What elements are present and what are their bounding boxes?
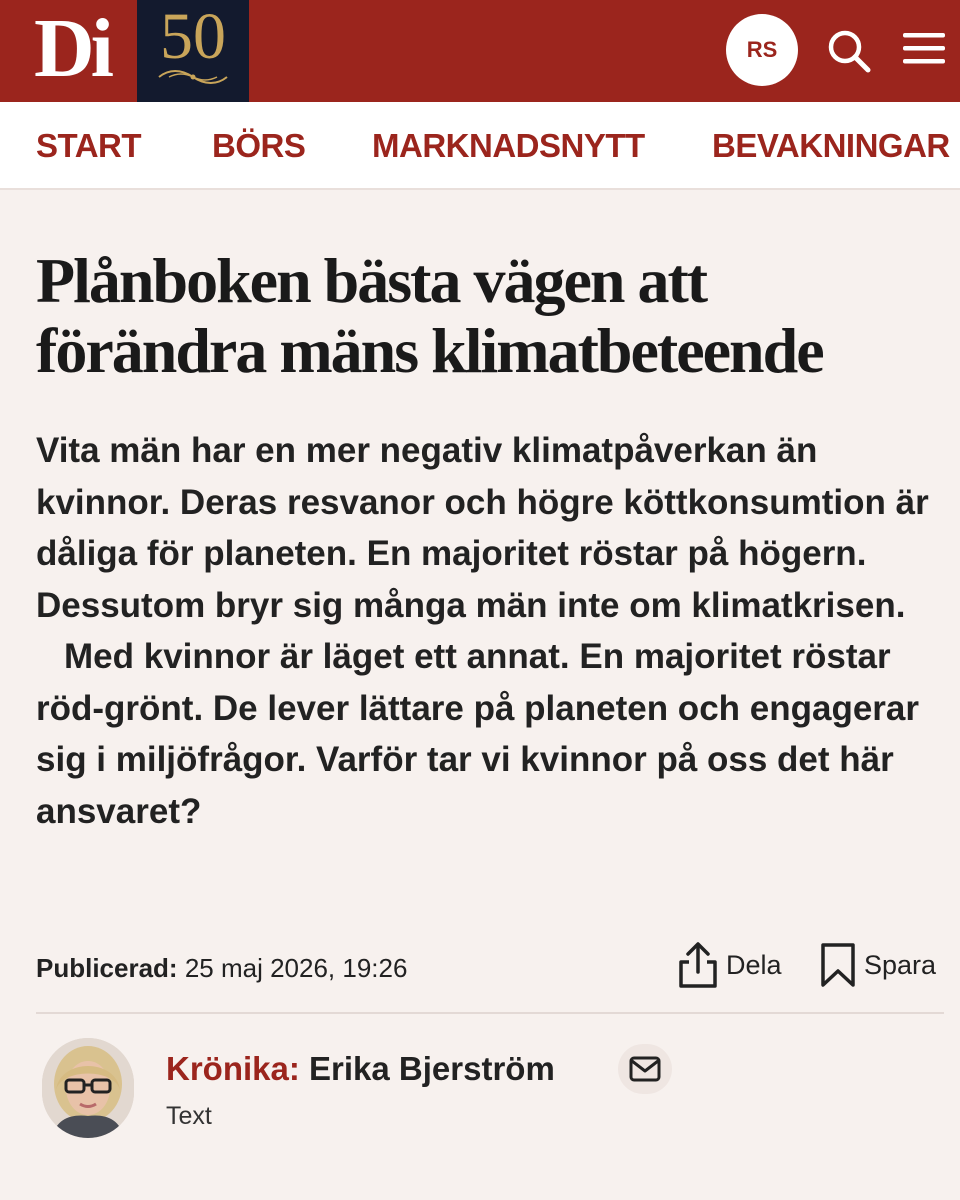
share-label: Dela — [726, 950, 782, 980]
anniversary-number: 50 — [160, 0, 226, 73]
nav-start[interactable]: START — [36, 127, 142, 164]
save-button[interactable] — [818, 940, 936, 990]
lead-paragraph: Vita män har en mer negativ klimatpåverkan än kvinnor. Deras resvanor och högre köttkonsumtion är dåliga för planeten. En majoritet röstar på högern. Dessutom bryr sig många män inte om klimatkrisen. — [36, 431, 929, 625]
menu-icon[interactable] — [903, 31, 947, 67]
swirl-ornament-icon — [157, 68, 229, 86]
author-name[interactable]: Erika Bjerström — [309, 1050, 555, 1087]
published-date: 25 maj 2026, 19:26 — [184, 953, 408, 983]
lead-paragraph: Med kvinnor är läget ett annat. En majoritet röstar röd-grönt. De lever lättare på planeten och engagerar sig i miljöfrågor. Varför tar vi kvinnor på oss det här ansvaret? — [36, 637, 919, 831]
author-portrait-icon — [42, 1038, 134, 1138]
bookmark-icon — [818, 940, 858, 990]
nav-bevakningar[interactable]: BEVAKNINGAR — [712, 127, 950, 164]
save-label: Spara — [864, 950, 937, 980]
author-avatar[interactable] — [42, 1038, 134, 1138]
article-headline — [36, 246, 936, 386]
headline-line: Plånboken bästa vägen att — [36, 245, 707, 316]
published-label: Publicerad: — [36, 953, 178, 983]
search-icon[interactable] — [826, 28, 872, 74]
publish-info — [36, 948, 407, 988]
di-logo[interactable]: Di — [34, 2, 110, 95]
share-icon — [676, 940, 720, 990]
mail-icon — [629, 1054, 661, 1084]
headline-line: förändra mäns klimatbeteende — [36, 315, 823, 386]
share-button[interactable] — [676, 940, 782, 990]
email-author-button[interactable] — [618, 1044, 672, 1094]
nav-marknadsnytt[interactable]: MARKNADSNYTT — [372, 127, 645, 164]
section-nav — [0, 102, 960, 190]
top-bar — [0, 0, 960, 102]
nav-bors[interactable]: BÖRS — [212, 127, 306, 164]
article-lead — [36, 425, 946, 837]
author-byline — [166, 1048, 555, 1090]
user-avatar[interactable]: RS — [726, 14, 798, 86]
byline-kind: Krönika: — [166, 1050, 300, 1087]
anniversary-badge — [137, 0, 249, 102]
author-role: Text — [166, 1102, 212, 1130]
divider — [36, 1012, 944, 1014]
